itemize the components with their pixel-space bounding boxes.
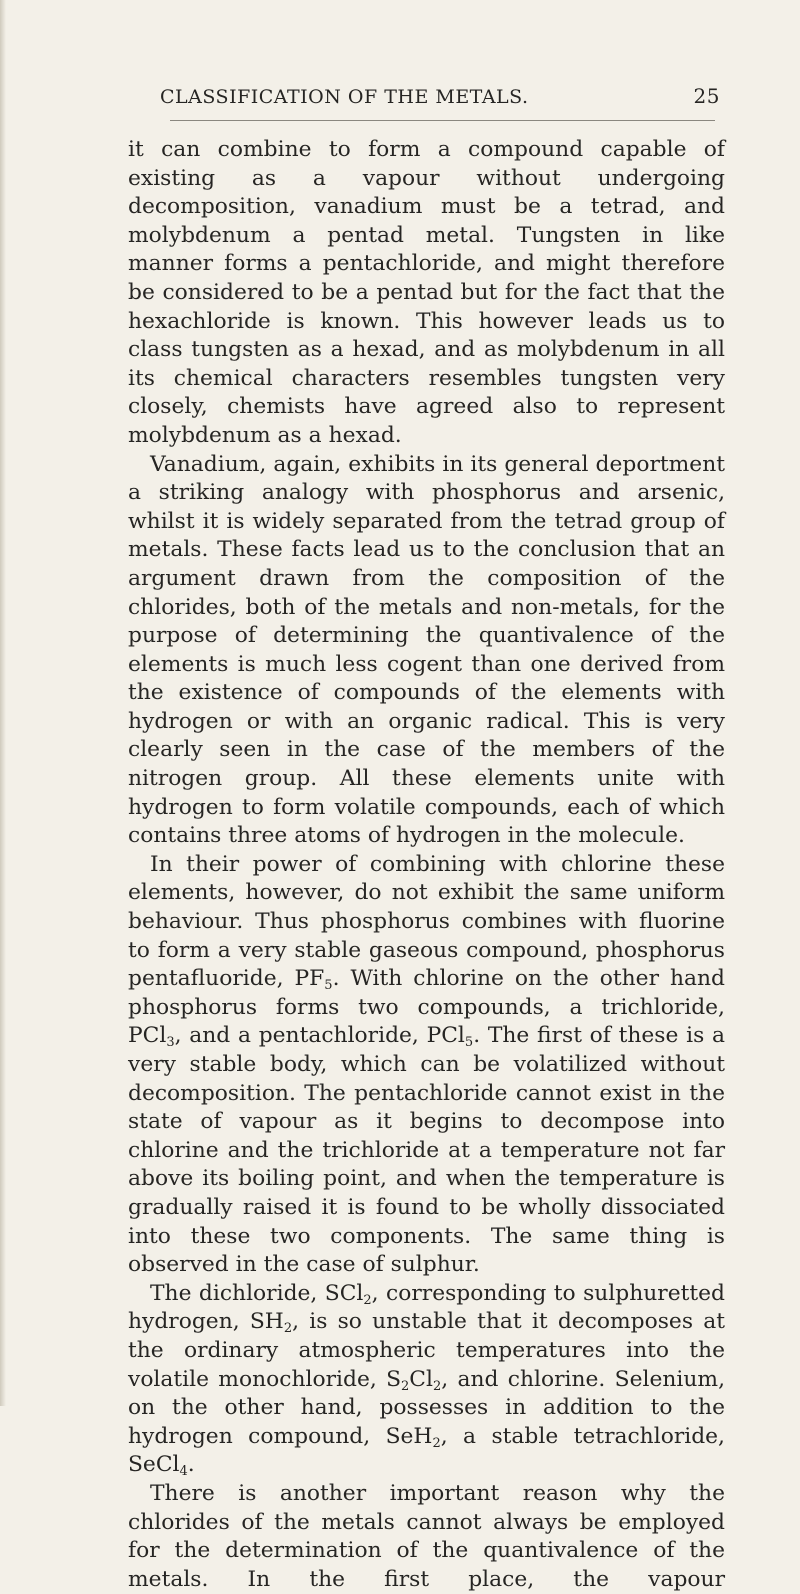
paragraph [128, 451, 725, 851]
text-run: , a stable tetrachloride, SeCl [128, 1423, 725, 1478]
subscript: 5 [464, 1035, 474, 1051]
subscript: 2 [432, 1378, 442, 1394]
page-number: 25 [693, 84, 720, 108]
text-run: Vanadium, again, exhibits in its general deportment a striking analogy with phosphorus and arsenic, whilst it is widely separated from the tetrad group of metals. These facts lead us to the conclusion that an argument drawn from the composition of the chlorides, both of the metals and non-metals, for the purpose of determining the quantivalence of the elements is much less cogent than one derived from the existence of compounds of the elements with hydrogen or with an organic radical. This is very clearly seen in the case of the members of the nitrogen group. All these elements unite with hydrogen to form volatile compounds, each of which contains three atoms of hydrogen in the molecule. [128, 451, 725, 849]
subscript: 3 [166, 1035, 175, 1051]
running-header [160, 84, 720, 108]
subscript: 2 [401, 1378, 410, 1394]
text-run: , corresponding to sulphuretted hydrogen, SH [128, 1280, 725, 1335]
text-run: In their power of combining with chlorine these elements, however, do not exhibit the same uniform behaviour. Thus phosphorus combines with fluorine to form a very stable gaseous compound, phosphorus pentafluoride, PF [128, 851, 725, 992]
text-run: , and a pentachloride, PCl [174, 1023, 465, 1049]
text-run: . The first of these is a very stable body, which can be volatilized without decomposition. The pentachloride cannot exist in the state of vapour as it begins to decompose into chlorine and the trichloride at a temperature not far above its boiling point, and when the temperature is gradually raised it is found to be wholly dissociated into these two components. The same thing is observed in the case of sulphur. [128, 1023, 725, 1278]
running-title: CLASSIFICATION OF THE METALS. [160, 86, 529, 108]
header-rule [170, 120, 715, 121]
body-text [128, 136, 725, 1594]
text-run: , and chlorine. Selenium, on the other hand, possesses in addition to the hydrogen compound, SeH [128, 1366, 725, 1449]
paragraph [128, 1480, 725, 1594]
text-run: Cl [409, 1366, 433, 1392]
subscript: 2 [432, 1435, 441, 1451]
page-binding-edge [0, 0, 6, 1406]
text-run: The dichloride, SCl [150, 1280, 364, 1306]
subscript: 2 [363, 1292, 372, 1308]
text-run: , is so unstable that it decomposes at the ordinary atmospheric temperatures into the volatile monochloride, S [128, 1309, 725, 1392]
subscript: 5 [324, 978, 333, 994]
subscript: 2 [283, 1321, 293, 1337]
text-run: . [187, 1452, 195, 1478]
text-run: There is another important reason why the chlorides of the metals cannot always be employed for the determination of the quantivalence of the metals. In the first place, the vapour [128, 1480, 725, 1592]
text-run: . With chlorine on the other hand phosphorus forms two compounds, a trichloride, PCl [128, 966, 726, 1049]
paragraph [128, 136, 725, 451]
paragraph [128, 1280, 725, 1480]
subscript: 4 [179, 1464, 188, 1480]
paragraph [128, 851, 725, 1280]
text-run: it can combine to form a compound capable of existing as a vapour without undergoing decomposition, vanadium must be a tetrad, and molybdenum a pentad metal. Tungsten in like manner forms a pentachloride, and might therefore be considered to be a pentad but for the fact that the hexachloride is known. This however leads us to class tungsten as a hexad, and as molybdenum in all its chemical characters resembles tungsten very closely, chemists have agreed also to represent molybdenum as a hexad. [128, 137, 725, 448]
